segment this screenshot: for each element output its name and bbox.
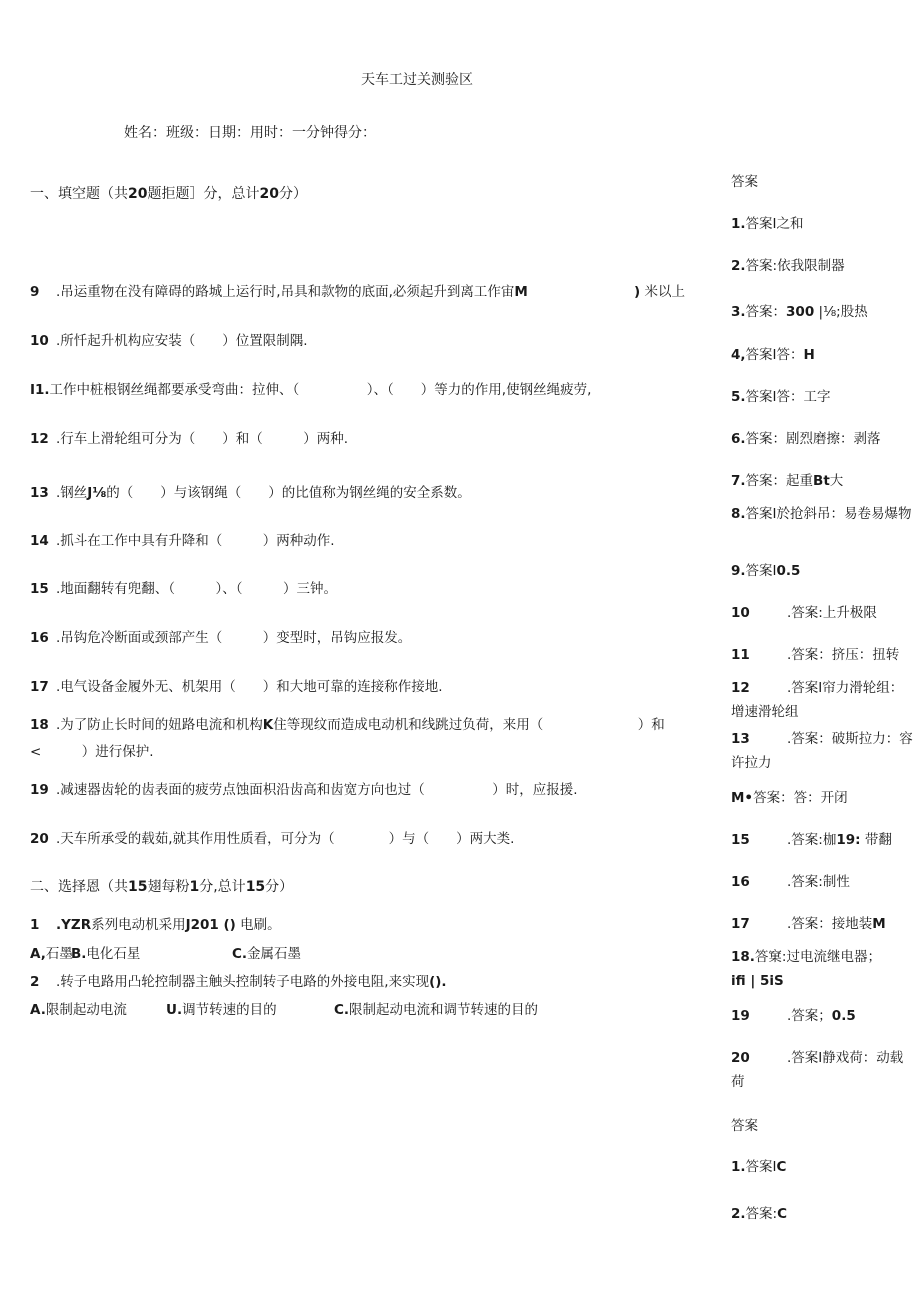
choice-1-option-b: B.电化石星: [71, 946, 141, 962]
question-12: 12 .行车上滑轮组可分为（ ）和（ ）两种.: [30, 431, 349, 447]
answer-item: 17 .答案：接地装M: [731, 916, 886, 932]
choice-question-2: 2 .转子电路用凸轮控制器主触头控制转子电路的外接电阻,来实现().: [30, 974, 447, 990]
answer-item: 13 .答案：破斯拉力：容许拉力: [731, 731, 913, 771]
choice-1-option-a: A,石墨: [30, 946, 73, 962]
answer-item: 6.答案：剧烈磨擦：剥落: [731, 431, 881, 447]
answer-item: 11 .答案：挤压：扭转: [731, 647, 900, 663]
answer-item: 7.答案：起重Bt大: [731, 473, 844, 489]
answer-item: 15 .答案:枷19: 带翻: [731, 832, 892, 848]
question-18-line2: < ）进行保护.: [30, 744, 154, 760]
answer-item: 1.答案I之和: [731, 216, 804, 232]
answer-item: 12 .答案I帘力滑轮组：增速滑轮组: [731, 680, 904, 720]
question-20: 20 .天车所承受的载茹,就其作用性质看，可分为（ ）与（ ）两大类.: [30, 831, 515, 847]
answer-item: 2.答案:依我限制器: [731, 258, 845, 274]
question-13: 13 .钢丝J⅛的（ ）与该钢绳（ ）的比值称为钢丝绳的安全系数。: [30, 485, 471, 501]
choice-1-option-c: C.金属石墨: [232, 946, 302, 962]
answer-item: 16 .答案:制性: [731, 874, 850, 890]
answer-item: 19 .答案；0.5: [731, 1008, 856, 1024]
answer-item: 1.答案IC: [731, 1159, 787, 1175]
answer-item: 4,答案I答：H: [731, 347, 815, 363]
student-info-line: 姓名：班级：日期：用时：一分钟得分：: [124, 125, 376, 141]
answer-item: 2.答案:C: [731, 1206, 788, 1222]
question-9-tail: ) 米以上: [634, 284, 685, 300]
answer-item: 10 .答案:上升极限: [731, 605, 877, 621]
answers2-heading: 答案: [731, 1118, 758, 1134]
answer-item: M•答案：答：开闭: [731, 790, 848, 806]
question-10: 10 .所忏起升机构应安装（ ）位置限制隅.: [30, 333, 308, 349]
choice-2-option-b: U.调节转速的目的: [166, 1002, 277, 1018]
answer-item: 9.答案I0.5: [731, 563, 801, 579]
section1-heading: 一、填空题（共20题拒题］分，总计20分）: [30, 186, 307, 202]
question-9: 9 .吊运重物在没有障碍的路城上运行时,吊具和款物的底面,必须起升到离工作宙M: [30, 284, 528, 300]
question-17: 17 .电气设备金履外无、机架用（ ）和大地可靠的连接称作接地.: [30, 679, 443, 695]
choice-2-option-a: A.限制起动电流: [30, 1002, 127, 1018]
answer-item: 18.答窠:过电流继电器； ifi | 5iS: [731, 949, 881, 989]
question-19: 19 .减速器齿轮的齿表面的疲劳点蚀面枳沿齿高和齿宽方向也过（ ）时，应报援.: [30, 782, 578, 798]
answer-item: 8.答案I於抢斜吊：易卷易爆物: [731, 506, 912, 522]
choice-question-1: 1 .YZR系列电动机采用J201 () 电刷。: [30, 917, 281, 933]
question-14: 14 .抓斗在工作中具有升降和（ ）两种动作.: [30, 533, 335, 549]
question-11: I1.工作中桩根钢丝绳都要承受弯曲：拉伸、（ ）、（ ）等力的作用,使钢丝绳疲劳,: [30, 382, 592, 398]
section2-heading: 二、选择恩（共15翅每粉1分,总计15分）: [30, 879, 294, 895]
question-18: 18 .为了防止长时间的妞路电流和机构K住等现纹而造成电动机和线跳过负荷，来用（ ）和: [30, 717, 665, 733]
answer-item: 20 .答案I静戏荷：动载荷: [731, 1050, 904, 1090]
answer-item: 5.答案I答：工字: [731, 389, 831, 405]
page-title: 天车工过关测验区: [361, 72, 473, 88]
question-16: 16 .吊钩危冷断面或颈部产生（ ）变型时，吊钩应报发。: [30, 630, 412, 646]
choice-2-option-c: C.限制起动电流和调节转速的目的: [334, 1002, 539, 1018]
answer-item: 3.答案：300 |⅛;股热: [731, 304, 868, 320]
answers1-heading: 答案: [731, 174, 758, 190]
question-15: 15 .地面翻转有兜翻、（ ）、（ ）三钟。: [30, 581, 338, 597]
